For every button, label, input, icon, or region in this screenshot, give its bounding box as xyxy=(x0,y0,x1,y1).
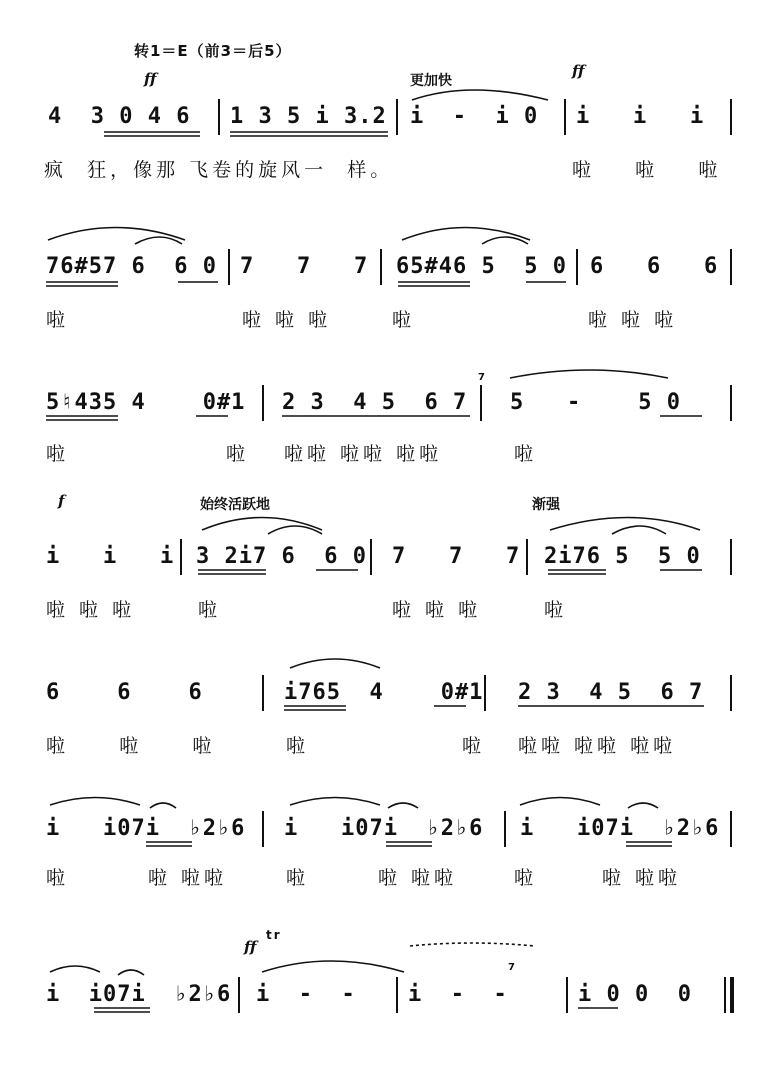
slur-row4-a xyxy=(202,518,322,531)
tie-row7-c xyxy=(262,961,404,972)
lyric-row-4 xyxy=(40,596,740,624)
measure: 6 6 6 xyxy=(590,254,719,279)
slur-row4-c xyxy=(550,518,700,531)
tie-row1 xyxy=(412,90,548,100)
lyric: 啦 啦啦 xyxy=(602,867,682,889)
notation-row-6 xyxy=(40,814,740,844)
tie-row6-f xyxy=(628,803,658,808)
measure: 65#46 5 5 0 xyxy=(396,254,567,279)
measure: 2i76 5 5 0 xyxy=(544,544,701,569)
lyric: 啦 啦 啦 xyxy=(46,599,136,621)
dynamic-ff-3: ff xyxy=(244,938,257,956)
notation-row-3 xyxy=(40,388,740,418)
tie-row6-d xyxy=(388,803,418,808)
measure: i 0 0 0 xyxy=(578,982,692,1007)
measure: 2 3 4 5 6 7 xyxy=(282,390,468,415)
lyric: 啦 啦啦 xyxy=(148,867,228,889)
lyric: 啦 啦啦 xyxy=(378,867,458,889)
annotation-crescendo: 渐强 xyxy=(532,497,560,513)
measure: i - - xyxy=(408,982,508,1007)
dynamic-ff-2: ff xyxy=(572,62,585,80)
lyric: 啦 xyxy=(46,443,70,465)
dynamic-f: f xyxy=(58,492,65,510)
lyric-row-5 xyxy=(40,732,740,760)
slur-row3 xyxy=(510,370,668,378)
lyric: 啦 xyxy=(286,867,310,889)
tie-row6-a xyxy=(50,798,140,806)
lyric-row-2 xyxy=(40,306,740,334)
measure: i i i xyxy=(576,104,705,129)
lyric: 啦 啦 啦 xyxy=(392,599,482,621)
tie-row7-b xyxy=(118,970,144,975)
measure: i - - xyxy=(256,982,356,1007)
lyric: 啦 啦 啦 xyxy=(588,309,678,331)
key-signature: 转1＝E（前3＝后5） xyxy=(134,42,292,60)
slur-row2-b xyxy=(135,237,182,244)
notation-row-5 xyxy=(40,678,740,708)
lyric: 啦啦 啦啦 啦啦 xyxy=(518,735,677,757)
slur-row2-a xyxy=(48,228,185,241)
slur-row4-d xyxy=(612,526,666,534)
grace-note-2: 7 xyxy=(508,962,515,973)
annotation-lively: 始终活跃地 xyxy=(200,497,270,513)
lyric: 疯 狂，像那 飞卷的旋风一 样。 xyxy=(44,159,394,181)
lyric: 啦 xyxy=(462,735,486,757)
tie-row6-e xyxy=(520,798,600,806)
dynamic-ff-1: ff xyxy=(144,70,157,88)
lyric: 啦 啦 啦 xyxy=(572,159,722,181)
measure: i i07i ♭2♭6 xyxy=(46,982,232,1007)
annotation-faster: 更加快 xyxy=(410,73,452,89)
lyric-row-3 xyxy=(40,440,740,468)
measure: 76#57 6 6 0 xyxy=(46,254,217,279)
lyric: 啦 xyxy=(46,309,70,331)
lyric: 啦 xyxy=(286,735,310,757)
notation-row-1 xyxy=(40,102,740,132)
measure: 2 3 4 5 6 7 xyxy=(518,680,704,705)
lyric-row-6 xyxy=(40,864,740,892)
measure: 7 7 7 xyxy=(392,544,521,569)
lyric: 啦啦 啦啦 啦啦 xyxy=(284,443,443,465)
measure: 1 3 5 i 3.2 xyxy=(230,104,387,129)
lyric: 啦 xyxy=(392,309,416,331)
measure: i - i 0 xyxy=(410,104,539,129)
measure: i i07i ♭2♭6 xyxy=(46,816,246,841)
lyric: 啦 xyxy=(226,443,250,465)
lyric: 啦 xyxy=(544,599,568,621)
slur-row5 xyxy=(290,659,380,668)
slur-row4-b xyxy=(268,526,322,534)
lyric-row-1 xyxy=(40,156,740,184)
lyric: 啦 xyxy=(198,599,222,621)
measure: 5 - 5 0 xyxy=(510,390,681,415)
tie-row6-c xyxy=(290,798,380,806)
notation-row-2 xyxy=(40,252,740,282)
trill-mark: tr xyxy=(266,928,282,942)
measure: i i i xyxy=(46,544,175,569)
measure: 4 3 0 4 6 xyxy=(48,104,191,129)
tie-row6-b xyxy=(150,803,176,808)
measure: 7 7 7 xyxy=(240,254,369,279)
measure: i i07i ♭2♭6 xyxy=(520,816,720,841)
slur-row2-c xyxy=(402,228,530,241)
notation-row-4 xyxy=(40,542,740,572)
lyric: 啦 xyxy=(514,443,538,465)
lyric: 啦 啦 啦 xyxy=(242,309,332,331)
grace-note: 7 xyxy=(478,372,485,383)
measure: i i07i ♭2♭6 xyxy=(284,816,484,841)
trill-line xyxy=(410,943,535,946)
tie-row7-a xyxy=(50,966,100,972)
measure: 3 2i7 6 6 0 xyxy=(196,544,367,569)
slur-row2-d xyxy=(482,237,528,244)
lyric: 啦 xyxy=(46,867,70,889)
measure: 5♮435 4 0#1 xyxy=(46,390,246,415)
lyric: 啦 xyxy=(514,867,538,889)
lyric: 啦 啦 啦 xyxy=(46,735,216,757)
notation-row-7 xyxy=(40,980,740,1010)
measure: 6 6 6 xyxy=(46,680,203,705)
measure: i765 4 0#1 xyxy=(284,680,484,705)
